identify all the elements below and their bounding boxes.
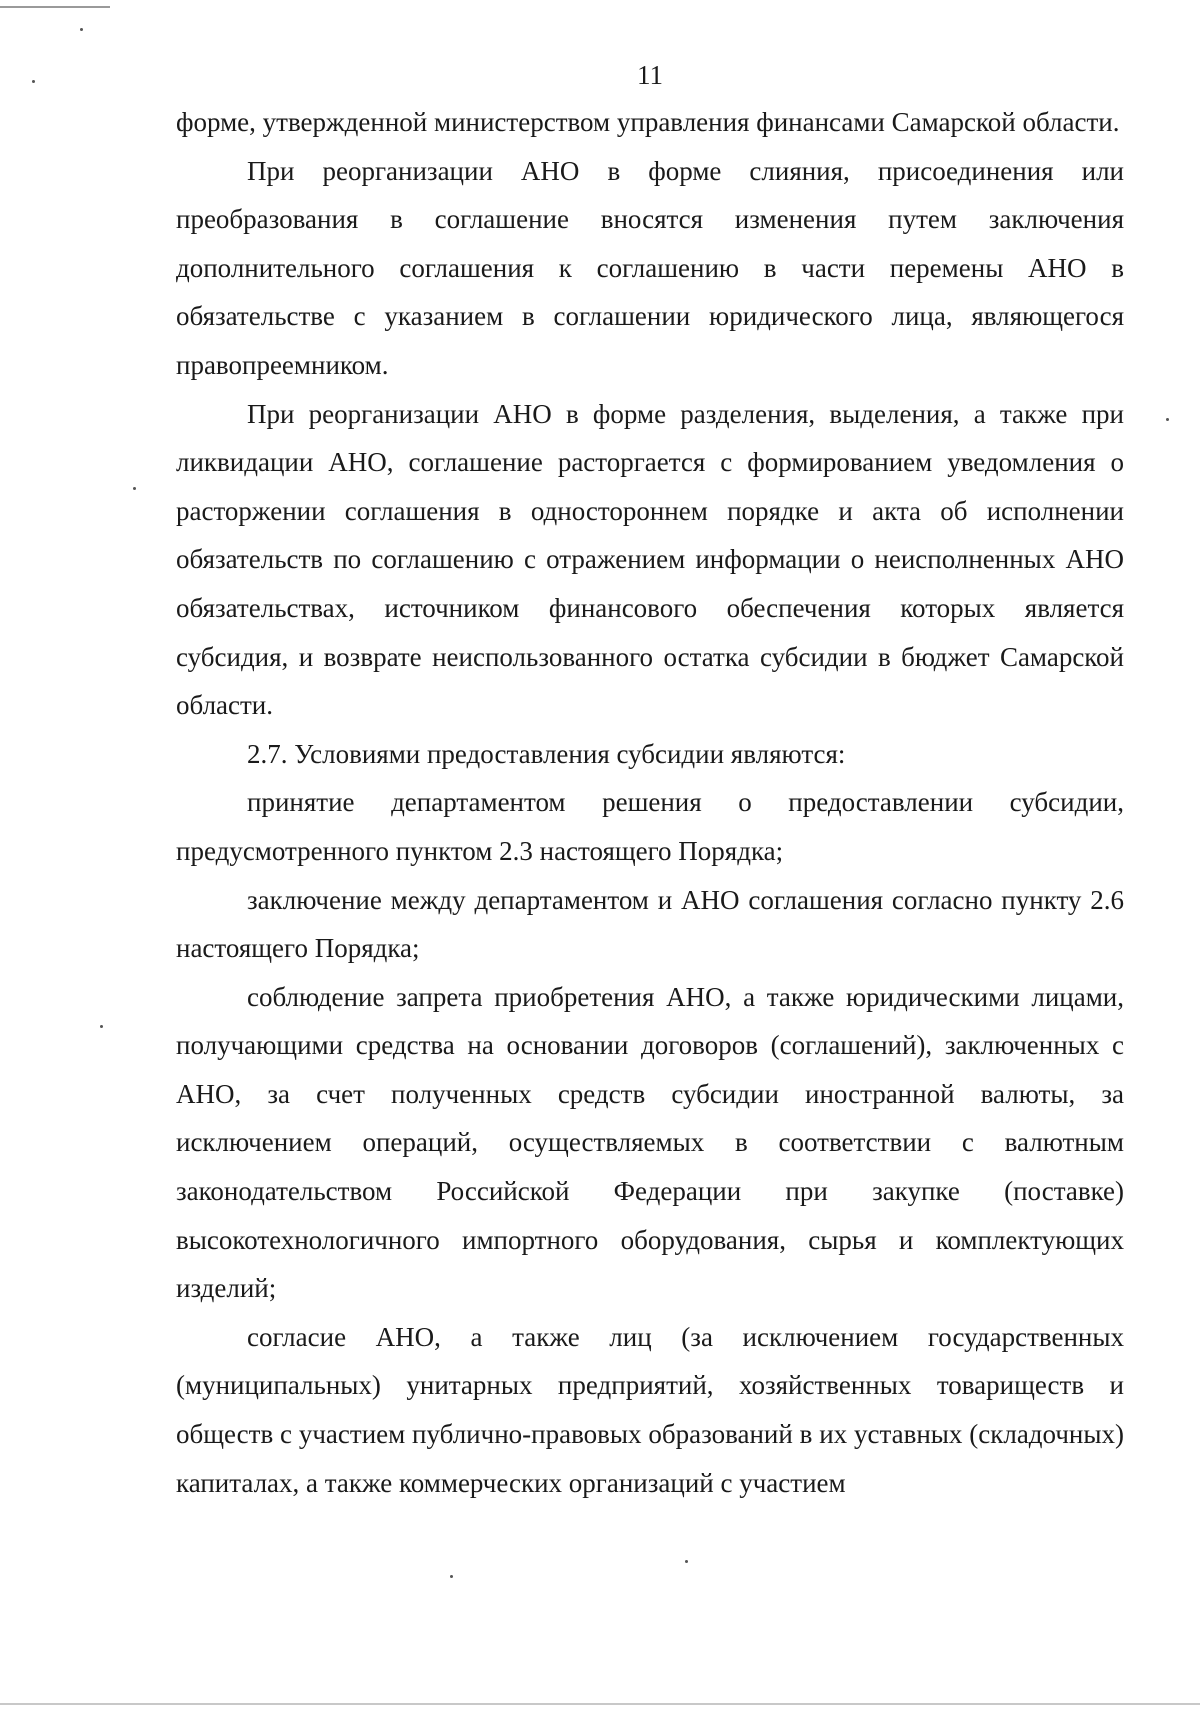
scan-speck [685, 1560, 688, 1563]
scan-speck [100, 1025, 103, 1028]
paragraph: 2.7. Условиями предоставления субсидии являются: [247, 738, 846, 769]
scan-speck [133, 487, 136, 490]
paragraph: принятие департаментом решения о предоставлении субсидии, предусмотренного пунктом 2.3 настоящего Порядка; [176, 787, 1124, 866]
scan-edge-top [0, 6, 110, 8]
paragraph: При реорганизации АНО в форме разделения, выделения, а также при ликвидации АНО, соглашение расторгается с формированием уведомления о расторжении соглашения в одностороннем порядке и акта об исполнении обязательств по соглашению с отражением информации о неисполненных АНО обязательствах, источником финансового обеспечения которых является субсидия, и возврате неиспользованного остатка субсидии в бюджет Самарской области. [176, 398, 1124, 721]
page-number: 11 [637, 60, 663, 90]
document-body [176, 98, 1124, 1507]
paragraph: При реорганизации АНО в форме слияния, присоединения или преобразования в соглашение вносятся изменения путем заключения дополнительного соглашения к соглашению в части перемены АНО в обязательстве с указанием в соглашении юридического лица, являющегося правопреемником. [176, 155, 1124, 380]
scan-speck [80, 28, 83, 31]
paragraph: заключение между департаментом и АНО соглашения согласно пункту 2.6 настоящего Порядка; [176, 884, 1124, 964]
scan-edge-bottom [0, 1703, 1200, 1705]
scan-speck [450, 1575, 453, 1578]
paragraph: согласие АНО, а также лиц (за исключением государственных (муниципальных) унитарных предприятий, хозяйственных товариществ и обществ с участием публично-правовых образований в их уставных (складочных) капиталах, а также коммерческих организаций с участием [176, 1321, 1124, 1498]
paragraph: форме, утвержденной министерством управления финансами Самарской области. [176, 107, 1120, 137]
paragraph: соблюдение запрета приобретения АНО, а также юридическими лицами, получающими средства на основании договоров (соглашений), заключенных с АНО, за счет полученных средств субсидии иностранной валюты, за исключением операций, осуществляемых в соответствии с валютным законодательством Российской Федерации при закупке (поставке) высокотехнологичного импортного оборудования, сырья и комплектующих изделий; [176, 981, 1124, 1304]
scan-speck [1166, 418, 1169, 421]
